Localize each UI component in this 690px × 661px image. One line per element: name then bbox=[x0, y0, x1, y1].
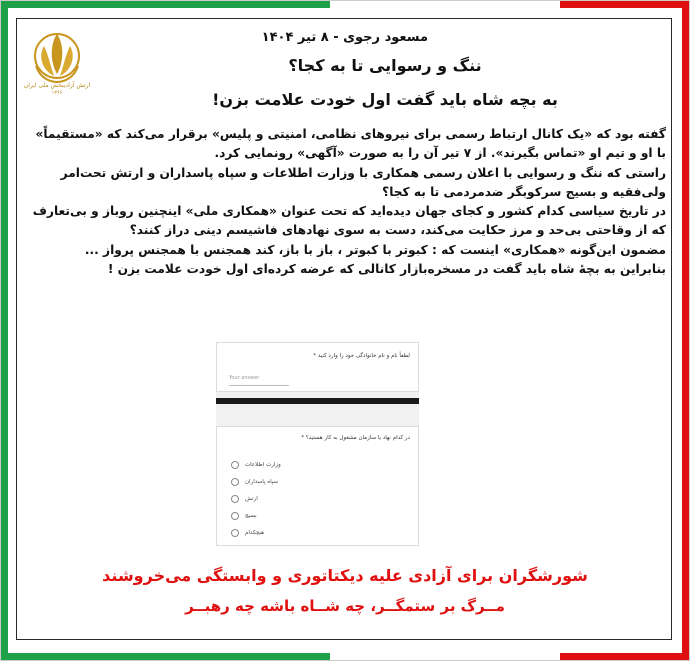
option-label: هیچکدام bbox=[245, 530, 264, 536]
paragraph: بنابراین به بچهٔ شاه باید گفت در مسخره‌بازار کانالی که عرضه کرده‌ای اول خودت علامت بزن ! bbox=[107, 262, 666, 277]
logo-year: ۱۳۶۶ bbox=[51, 90, 63, 96]
paragraph: در تاریخ سیاسی کدام کشور و کجای جهان دیده‌اید که تحت عنوان «همکاری ملی» اینچنین روباز و بی‌تعارف که از وقاحتی بی‌حد و مرز حکایت می‌کند، دست به سوی نهادهای فاشیسم دینی دراز کنند؟ bbox=[32, 204, 666, 238]
form-question-card bbox=[216, 426, 419, 546]
form-question-card bbox=[216, 342, 419, 392]
radio-icon bbox=[231, 478, 239, 486]
question-label: در کدام نهاد یا سازمان مشغول به کار هستید؟ * bbox=[301, 435, 410, 441]
headline: ننگ و رسوایی تا به کجا؟ bbox=[288, 56, 482, 75]
byline: مسعود رجوی - ۸ تیر ۱۴۰۴ bbox=[261, 30, 428, 45]
question-label: لطفاً نام و نام خانوادگی خود را وارد کنید * bbox=[313, 353, 410, 359]
answer-underline bbox=[229, 385, 289, 386]
radio-icon bbox=[231, 529, 239, 537]
radio-option bbox=[231, 461, 281, 469]
radio-icon bbox=[231, 512, 239, 520]
subheadline: به بچه شاه باید گفت اول خودت علامت بزن! bbox=[212, 90, 558, 109]
radio-option bbox=[231, 512, 257, 520]
radio-option bbox=[231, 478, 278, 486]
form-screenshot bbox=[216, 342, 419, 546]
slogan-secondary: مــرگ بر ستمگــر، چه شــاه باشه چه رهبــر bbox=[185, 597, 505, 615]
form-divider bbox=[216, 398, 419, 404]
option-label: بسیج bbox=[245, 513, 257, 519]
content-border bbox=[16, 18, 672, 640]
option-label: سپاه پاسداران bbox=[245, 479, 279, 485]
article-body bbox=[24, 125, 666, 279]
option-label: وزارت اطلاعات bbox=[245, 462, 281, 468]
paragraph: مضمون این‌گونه «همکاری» اینست که : کبوتر با کبوتر ، باز با باز، کند همجنس با همجنس پرواز ... bbox=[84, 242, 666, 257]
radio-icon bbox=[231, 495, 239, 503]
paragraph: گفته بود که «یک کانال ارتباط رسمی برای نیروهای نظامی، امنیتی و پلیس» برقرار می‌کند که «مستقیماً» با او و تیم او «تماس بگیرند». از ۷ تیر آن را به صورت «آگهی» رونمایی کرد. bbox=[35, 127, 666, 161]
radio-option bbox=[231, 529, 264, 537]
paragraph: راستی که ننگ و رسوایی با اعلان رسمی همکاری با وزارت اطلاعات و سپاه پاسداران و ارتش تحت‌امر ولی‌فقیه و بسیج سرکوبگر ضدمردمی تا به کجا؟ bbox=[60, 165, 666, 199]
radio-icon bbox=[231, 461, 239, 469]
slogan-primary: شورشگران برای آزادی علیه دیکتاتوری و وابستگی می‌خروشند bbox=[102, 566, 588, 585]
option-label: ارتش bbox=[245, 496, 258, 502]
radio-option bbox=[231, 495, 258, 503]
logo-caption: ارتش آزادیبخش ملی ایران bbox=[23, 82, 91, 89]
answer-placeholder: Your answer bbox=[229, 375, 260, 381]
